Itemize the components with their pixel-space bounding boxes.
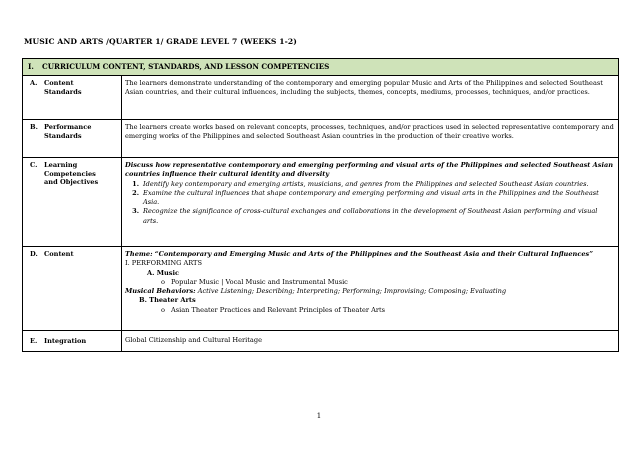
row-label-line: Standards <box>44 87 82 96</box>
theater-bullet <box>125 306 614 315</box>
behaviors-label: Musical Behaviors: <box>125 287 196 296</box>
row-content <box>122 76 618 119</box>
row-learning-competencies <box>23 158 618 247</box>
music-heading: A. Music <box>147 268 180 277</box>
row-letter: E. <box>30 336 38 345</box>
row-content <box>122 247 618 330</box>
row-integration <box>23 331 618 351</box>
section-number: I. <box>28 62 34 71</box>
row-label <box>23 120 122 157</box>
curriculum-table <box>22 58 619 352</box>
row-letter: B. <box>30 123 38 131</box>
objective-item <box>125 180 614 189</box>
row-content <box>122 158 618 246</box>
objective-number: 2. <box>132 188 139 197</box>
behaviors-text: Active Listening; Describing; Interpreting; Performing; Improvising; Composing; Evaluating <box>195 287 507 296</box>
row-label <box>23 158 122 246</box>
objective-number: 3. <box>132 207 139 216</box>
objective-text: Recognize the significance of cross-cultural exchanges and collaborations in the development of Southeast Asian performing and visual arts. <box>143 207 598 225</box>
objective-number: 1. <box>132 179 139 188</box>
music-bullet-text: Popular Music | Vocal Music and Instrumental Music <box>171 277 348 286</box>
row-label-line: Competencies <box>44 169 96 178</box>
row-letter: D. <box>30 250 38 258</box>
page-number: 1 <box>316 412 322 420</box>
theater-bullet-text: Asian Theater Practices and Relevant Principles of Theater Arts <box>171 305 386 314</box>
bullet-icon: o <box>161 277 165 286</box>
row-content <box>122 120 618 157</box>
musical-behaviors <box>125 287 614 296</box>
row-letter: C. <box>30 161 38 169</box>
row-content-standards <box>23 76 618 120</box>
performance-standards-text: The learners create works based on relevant concepts, processes, techniques, and/or practices used in selected representative contemporary and emerging works of the Philippines and selected Southeast Asian countries in the production of their creative works. <box>125 123 614 141</box>
objectives-list <box>125 180 614 226</box>
integration-text: Global Citizenship and Cultural Heritage <box>125 336 262 345</box>
row-content <box>122 331 618 351</box>
content-theme: Theme: “Contemporary and Emerging Music and Arts of the Philippines and the Southeast Asia and their Cultural Influences” <box>125 250 594 258</box>
row-label-line: Learning <box>44 161 78 169</box>
row-label-line: Standards <box>44 131 82 140</box>
section-header <box>23 59 618 76</box>
row-label <box>23 247 122 330</box>
objective-text: Examine the cultural influences that shape contemporary and emerging performing and visual arts in the Philippines and the Southeast Asia. <box>143 188 599 207</box>
section-title: CURRICULUM CONTENT, STANDARDS, AND LESSON COMPETENCIES <box>42 62 330 71</box>
row-content <box>23 247 618 331</box>
row-label-line: and Objectives <box>44 178 99 186</box>
music-bullet <box>125 278 614 287</box>
row-label <box>23 331 122 351</box>
row-performance-standards <box>23 120 618 158</box>
document-heading: MUSIC AND ARTS /QUARTER 1/ GRADE LEVEL 7 (WEEKS 1-2) <box>24 37 297 46</box>
row-letter: A. <box>30 79 38 87</box>
objective-item <box>125 189 614 208</box>
objective-text: Identify key contemporary and emerging artists, musicians, and genres from the Philippines and selected Southeast Asian countries. <box>143 179 589 188</box>
competency-lead: Discuss how representative contemporary and emerging performing and visual arts of the Philippines and selected Southeast Asian countries influence their cultural identity and diversity <box>125 161 614 179</box>
row-label-line: Content <box>44 79 74 87</box>
objective-item <box>125 207 614 226</box>
bullet-icon: o <box>161 305 165 314</box>
content-part-heading: I. PERFORMING ARTS <box>125 259 202 268</box>
theater-heading: B. Theater Arts <box>139 296 196 305</box>
row-label-line: Integration <box>44 336 87 345</box>
row-label-line: Performance <box>44 123 92 131</box>
row-label-line: Content <box>44 250 74 258</box>
row-label <box>23 76 122 119</box>
content-standards-text: The learners demonstrate understanding of the contemporary and emerging popular Music and Arts of the Philippines and selected Southeast Asian countries, and their cultural influences, including the subjects, themes, concepts, mediums, processes, techniques, and/or practices. <box>125 79 603 97</box>
